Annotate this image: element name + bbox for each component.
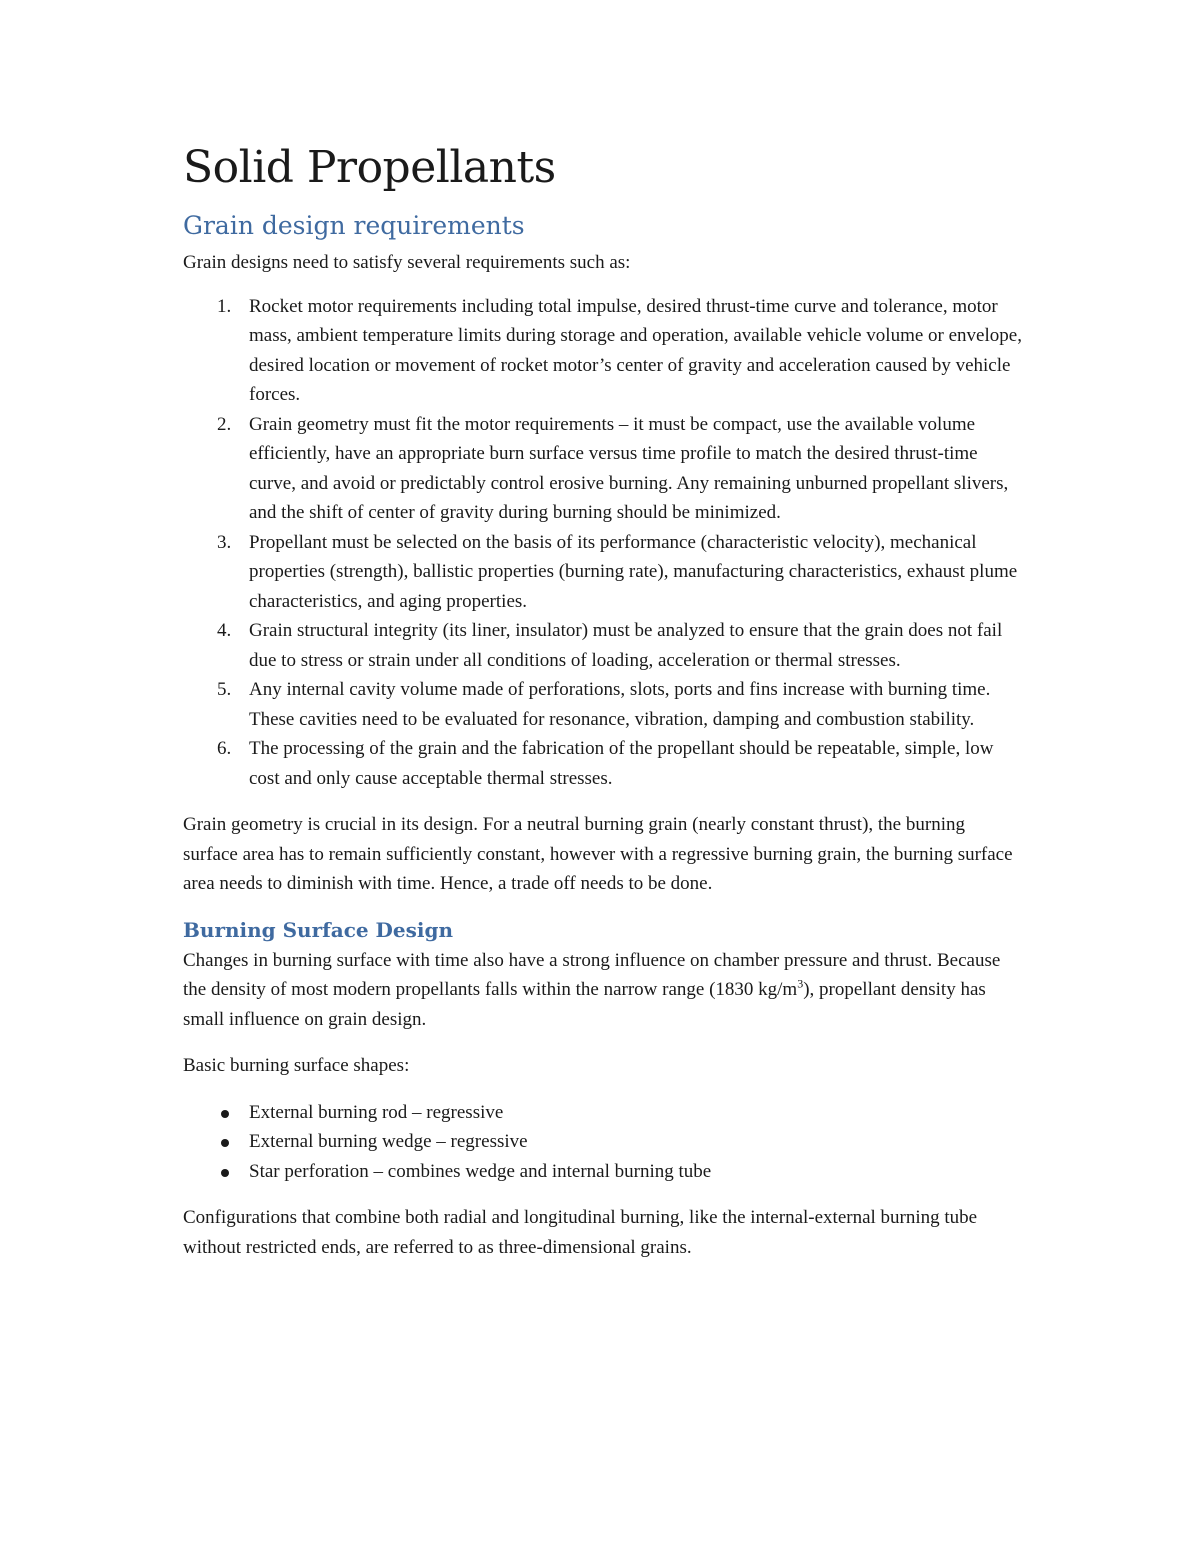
list-item	[183, 1098, 1023, 1128]
bullet-icon	[221, 1169, 229, 1177]
shapes-intro: Basic burning surface shapes:	[183, 1055, 410, 1076]
list-item-text: Any internal cavity volume made of perforations, slots, ports and fins increase with burning time. These cavities need to be evaluated for resonance, vibration, damping and combustion stability.	[249, 679, 991, 730]
list-item-text: External burning rod – regressive	[249, 1101, 504, 1123]
three-dimensional-grains-paragraph: Configurations that combine both radial and longitudinal burning, like the internal-external burning tube without restricted ends, are referred to as three-dimensional grains.	[183, 1207, 978, 1258]
document-page	[183, 140, 1023, 1279]
list-item-text: The processing of the grain and the fabrication of the propellant should be repeatable, simple, low cost and only cause acceptable thermal stresses.	[249, 738, 994, 789]
list-item-number: 5.	[217, 679, 232, 700]
unit-exponent: 3	[797, 976, 804, 991]
list-item	[183, 734, 1023, 793]
requirements-intro: Grain designs need to satisfy several requirements such as:	[183, 252, 631, 273]
list-item	[183, 616, 1023, 675]
paragraph-text: Changes in burning surface with time also have a strong influence on chamber pressure and thrust. Because the density of most modern propellants falls within the narrow range (1830 kg/m	[183, 949, 1001, 1000]
list-item	[183, 1127, 1023, 1157]
bullet-icon	[221, 1110, 229, 1118]
list-item-number: 3.	[217, 531, 232, 553]
section-heading-grain-design: Grain design requirements	[183, 211, 525, 240]
list-item	[183, 292, 1023, 410]
requirements-list	[183, 292, 1023, 794]
burning-surface-paragraph	[183, 946, 1023, 1035]
list-item	[183, 675, 1023, 734]
grain-geometry-paragraph: Grain geometry is crucial in its design. For a neutral burning grain (nearly constant thrust), the burning surface area has to remain sufficiently constant, however with a regressive burning grain, the burning surface area needs to diminish with time. Hence, a trade off needs to be done.	[183, 814, 1013, 894]
list-item-number: 6.	[217, 738, 232, 759]
list-item	[183, 410, 1023, 528]
document-title: Solid Propellants	[183, 142, 556, 193]
list-item	[183, 528, 1023, 617]
list-item-text: Propellant must be selected on the basis of its performance (characteristic velocity), mechanical properties (strength), ballistic properties (burning rate), manufacturing characteristics, exhaust plume characteristics, and aging properties.	[249, 531, 1018, 612]
paragraph-text: ), propellant density has small influence on grain design.	[183, 979, 986, 1030]
list-item-number: 1.	[217, 295, 232, 317]
list-item-text: Rocket motor requirements including total impulse, desired thrust-time curve and tolerance, motor mass, ambient temperature limits during storage and operation, available vehicle volume or envelope, desired location or movement of rocket motor’s center of gravity and acceleration caused by vehicle forces.	[249, 295, 1022, 405]
list-item	[183, 1157, 1023, 1187]
list-item-number: 4.	[217, 620, 232, 641]
list-item-text: Grain structural integrity (its liner, insulator) must be analyzed to ensure that the grain does not fail due to stress or strain under all conditions of loading, acceleration or thermal stresses.	[249, 620, 1003, 671]
shapes-list	[183, 1098, 1023, 1187]
section-heading-burning-surface: Burning Surface Design	[183, 917, 454, 942]
bullet-icon	[221, 1139, 229, 1147]
list-item-text: External burning wedge – regressive	[249, 1131, 528, 1152]
list-item-text: Grain geometry must fit the motor requirements – it must be compact, use the available volume efficiently, have an appropriate burn surface versus time profile to match the desired thrust-time curve, and avoid or predictably control erosive burning. Any remaining unburned propellant slivers, and the shift of center of gravity during burning should be minimized.	[249, 413, 1009, 523]
list-item-text: Star perforation – combines wedge and internal burning tube	[249, 1160, 712, 1182]
list-item-number: 2.	[217, 413, 232, 435]
